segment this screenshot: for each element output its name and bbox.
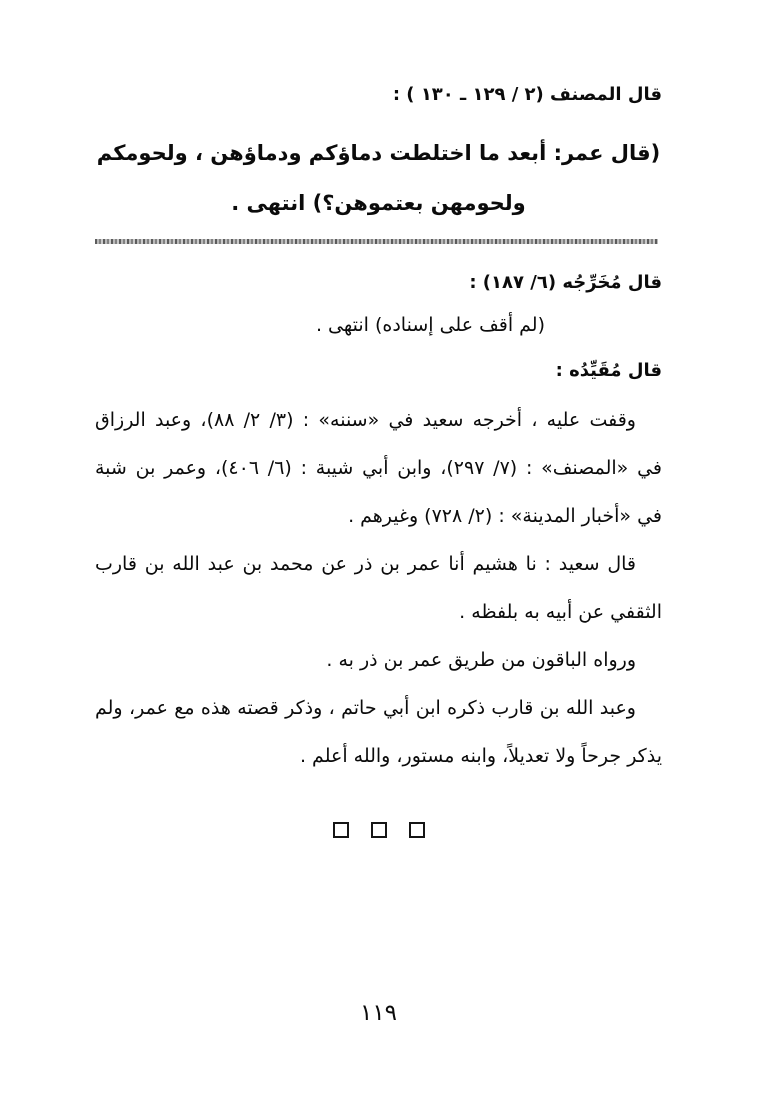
divider-square-icon xyxy=(371,822,387,838)
commentary-line: وقفت عليه ، أخرجه سعيد في «سننه» : (٣/ ٢/ ٨٨)، وعبد الرزاق xyxy=(95,409,636,431)
commentary-line: الثقفي عن أبيه به بلفظه . xyxy=(459,601,662,623)
musannif-heading: قال المصنف (٢ / ١٢٩ ـ ١٣٠ ) : xyxy=(392,84,662,105)
commentary-line: يذكر جرحاً ولا تعديلاً، وابنه مستور، والله أعلم . xyxy=(299,745,662,767)
muqayyid-heading: قال مُقَيِّدُه : xyxy=(555,360,662,381)
muqayyid-commentary xyxy=(95,396,662,780)
commentary-line: في «المصنف» : (٧/ ٢٩٧)، وابن أبي شيبة : (٦/ ٤٠٦)، وعمر بن شبة xyxy=(95,457,662,479)
commentary-line: وعبد الله بن قارب ذكره ابن أبي حاتم ، وذكر قصته هذه مع عمر، ولم xyxy=(95,697,636,719)
divider-square-icon xyxy=(333,822,349,838)
commentary-line: في «أخبار المدينة» : (٢/ ٧٢٨) وغيرهم . xyxy=(348,505,662,527)
mukharrij-note: (لم أقف على إسناده) انتهى . xyxy=(315,314,545,336)
umar-quote-line-1: (قال عمر: أبعد ما اختلطت دماؤكم ودماؤهن ، ولحومكم xyxy=(96,141,661,165)
divider-square-icon xyxy=(409,822,425,838)
commentary-line: قال سعيد : نا هشيم أنا عمر بن ذر عن محمد بن عبد الله بن قارب xyxy=(95,553,636,575)
umar-quote-line-2: ولحومهن بعتموهن؟) انتهى . xyxy=(231,191,526,215)
section-divider-line xyxy=(95,239,658,244)
umar-quote-block xyxy=(85,128,672,228)
page-number: ١١٩ xyxy=(359,1000,398,1026)
section-divider-squares xyxy=(0,822,757,838)
commentary-line: ورواه الباقون من طريق عمر بن ذر به . xyxy=(326,649,636,671)
mukharrij-heading: قال مُخَرِّجُه (٦/ ١٨٧) : xyxy=(469,272,662,293)
